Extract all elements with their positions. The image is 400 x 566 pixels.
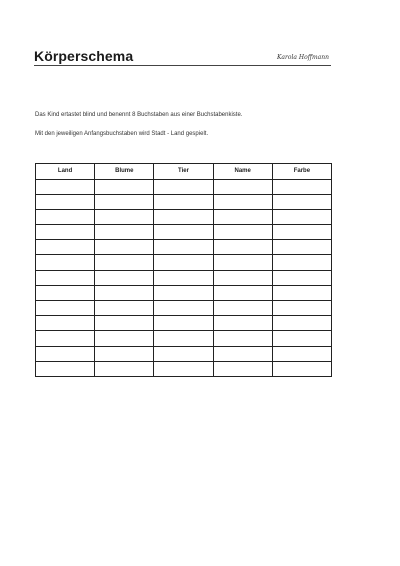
table-row — [36, 240, 332, 255]
table-cell — [272, 240, 331, 255]
table-cell — [213, 361, 272, 376]
table-cell — [95, 225, 154, 240]
stadt-land-table — [35, 163, 332, 377]
table-cell — [213, 240, 272, 255]
table-cell — [154, 270, 213, 285]
table-cell — [213, 346, 272, 361]
table-cell — [272, 346, 331, 361]
table-cell — [213, 316, 272, 331]
table-row — [36, 225, 332, 240]
table-cell — [95, 285, 154, 300]
table-cell — [95, 179, 154, 194]
table-cell — [272, 361, 331, 376]
table-cell — [154, 361, 213, 376]
table-cell — [154, 316, 213, 331]
table-cell — [154, 225, 213, 240]
table-cell — [213, 301, 272, 316]
table-row — [36, 194, 332, 209]
column-header-farbe: Farbe — [272, 164, 331, 180]
table-row — [36, 209, 332, 224]
table-row — [36, 316, 332, 331]
page-title: Körperschema — [34, 48, 134, 64]
table-row — [36, 255, 332, 270]
column-header-tier: Tier — [154, 164, 213, 180]
column-header-blume: Blume — [95, 164, 154, 180]
table-cell — [213, 285, 272, 300]
table-cell — [154, 285, 213, 300]
table-cell — [36, 225, 95, 240]
instruction-line-1: Das Kind ertastet blind und benennt 8 Buchstaben aus einer Buchstabenkiste. — [35, 112, 243, 118]
table-row — [36, 285, 332, 300]
table-cell — [95, 361, 154, 376]
table-row — [36, 331, 332, 346]
header — [34, 47, 331, 66]
table-cell — [36, 194, 95, 209]
table-cell — [154, 179, 213, 194]
table-cell — [95, 270, 154, 285]
table-cell — [95, 209, 154, 224]
table-cell — [95, 240, 154, 255]
table-cell — [36, 301, 95, 316]
table-row — [36, 179, 332, 194]
table-cell — [154, 194, 213, 209]
table-cell — [36, 346, 95, 361]
instruction-line-2: Mit den jeweiligen Anfangsbuchstaben wird Stadt - Land gespielt. — [35, 131, 209, 137]
table-cell — [272, 255, 331, 270]
table-cell — [154, 301, 213, 316]
table-cell — [36, 316, 95, 331]
table-row — [36, 301, 332, 316]
table-cell — [272, 316, 331, 331]
table-cell — [213, 209, 272, 224]
table-cell — [95, 301, 154, 316]
table-cell — [272, 301, 331, 316]
column-header-land: Land — [36, 164, 95, 180]
table-header-row — [36, 164, 332, 180]
table-cell — [272, 270, 331, 285]
table-cell — [154, 331, 213, 346]
table-cell — [213, 255, 272, 270]
table-cell — [95, 255, 154, 270]
table-cell — [154, 209, 213, 224]
table-cell — [213, 179, 272, 194]
table-body — [36, 179, 332, 376]
table-cell — [95, 346, 154, 361]
table-cell — [36, 209, 95, 224]
table-cell — [36, 285, 95, 300]
table-cell — [36, 361, 95, 376]
table-cell — [272, 285, 331, 300]
author-name: Karola Hoffmann — [276, 54, 329, 61]
table-cell — [95, 194, 154, 209]
table-cell — [36, 270, 95, 285]
table-cell — [154, 255, 213, 270]
table-cell — [95, 331, 154, 346]
table-row — [36, 361, 332, 376]
table-cell — [272, 225, 331, 240]
table-cell — [36, 331, 95, 346]
table-cell — [36, 179, 95, 194]
table-cell — [154, 240, 213, 255]
column-header-name: Name — [213, 164, 272, 180]
table-cell — [95, 316, 154, 331]
table-cell — [36, 255, 95, 270]
table-cell — [36, 240, 95, 255]
table-cell — [154, 346, 213, 361]
table-cell — [213, 331, 272, 346]
table-cell — [213, 194, 272, 209]
table-cell — [272, 179, 331, 194]
table-row — [36, 270, 332, 285]
table-cell — [272, 331, 331, 346]
table-cell — [213, 225, 272, 240]
table-row — [36, 346, 332, 361]
table-cell — [272, 209, 331, 224]
table-cell — [272, 194, 331, 209]
table-cell — [213, 270, 272, 285]
